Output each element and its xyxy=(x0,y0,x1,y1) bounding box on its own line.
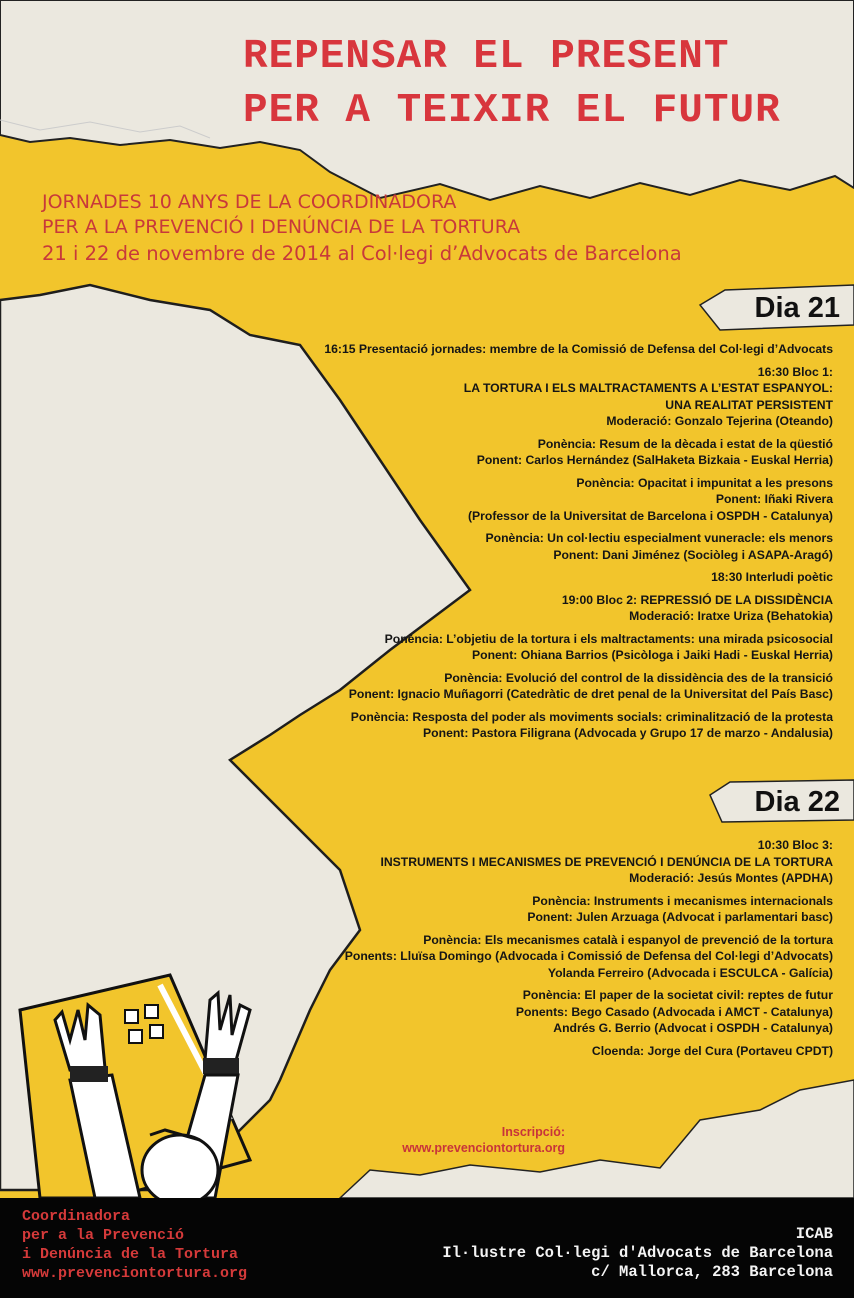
programme-line: Ponent: Iñaki Rivera xyxy=(715,492,833,506)
programme-line: UNA REALITAT PERSISTENT xyxy=(665,397,833,412)
programme-line: Moderació: Jesús Montes (APDHA) xyxy=(629,871,833,885)
programme-line: Moderació: Iratxe Uriza (Behatokia) xyxy=(629,609,833,623)
programme-line: Ponència: Evolució del control de la dissidència des de la transició xyxy=(444,670,833,685)
programme-line: 16:30 Bloc 1: xyxy=(757,364,833,379)
programme-line: Ponència: Els mecanismes català i espanyol de prevenció de la tortura xyxy=(423,932,833,947)
programme-line: 18:30 Interludi poètic xyxy=(711,570,833,584)
programme-line: LA TORTURA I ELS MALTRACTAMENTS A L’ESTAT ESPANYOL: xyxy=(463,381,833,395)
footer-right-line: c/ Mallorca, 283 Barcelona xyxy=(591,1263,833,1281)
title-line-1: REPENSAR EL PRESENT xyxy=(243,34,730,80)
footer-left-line: Coordinadora xyxy=(22,1208,131,1225)
programme-line: Ponent: Carlos Hernández (SalHaketa Bizkaia - Euskal Herria) xyxy=(476,453,833,467)
programme-line: Ponència: Un col·lectiu especialment vuneracle: els menors xyxy=(485,531,833,545)
registration xyxy=(402,1124,565,1156)
programme-line: Ponència: Resposta del poder als moviments socials: criminalització de la protesta xyxy=(350,709,833,724)
footer-right-line: Il·lustre Col·legi d'Advocats de Barcelona xyxy=(442,1244,833,1262)
footer-left-line: i Denúncia de la Tortura xyxy=(22,1246,239,1263)
programme-line: Ponent: Julen Arzuaga (Advocat i parlamentari basc) xyxy=(527,910,833,924)
programme-line: Ponents: Lluïsa Domingo (Advocada i Comissió de Defensa del Col·legi d’Advocats) xyxy=(344,949,833,963)
footer-left xyxy=(22,1207,247,1283)
programme-line: Ponent: Dani Jiménez (Sociòleg i ASAPA-Aragó) xyxy=(553,547,833,562)
day21-heading: Dia 21 xyxy=(754,292,840,324)
programme-line: Ponència: L’objetiu de la tortura i els maltractaments: una mirada psicosocial xyxy=(384,631,833,646)
title-line-2: PER A TEIXIR EL FUTUR xyxy=(243,88,781,134)
programme-line: Ponent: Ohiana Barrios (Psicòloga i Jaiki Hadi - Euskal Herria) xyxy=(472,648,833,662)
programme-line: Ponència: Resum de la dècada i estat de la qüestió xyxy=(537,436,833,451)
day22-programme xyxy=(345,837,833,1059)
programme-line: Ponència: El paper de la societat civil: reptes de futur xyxy=(522,988,833,1002)
programme-line: Cloenda: Jorge del Cura (Portaveu CPDT) xyxy=(591,1043,833,1058)
subtitle-line-3: 21 i 22 de novembre de 2014 al Col·legi d’Advocats de Barcelona xyxy=(42,242,682,265)
footer-right-line: ICAB xyxy=(795,1225,833,1243)
programme-line: Ponència: Instruments i mecanismes internacionals xyxy=(532,893,833,908)
programme-line: Ponent: Pastora Filigrana (Advocada y Grupo 17 de marzo - Andalusia) xyxy=(423,726,833,740)
programme-line: 10:30 Bloc 3: xyxy=(757,838,833,852)
programme-line: 19:00 Bloc 2: REPRESSIÓ DE LA DISSIDÈNCIA xyxy=(561,592,833,607)
subtitle-line-2: PER A LA PREVENCIÓ I DENÚNCIA DE LA TORTURA xyxy=(42,216,521,238)
footer-left-line: per a la Prevenció xyxy=(22,1227,185,1244)
footer-left-url[interactable]: www.prevenciontortura.org xyxy=(22,1265,248,1282)
programme-line: Moderació: Gonzalo Tejerina (Oteando) xyxy=(606,414,833,428)
subtitle-line-1: JORNADES 10 ANYS DE LA COORDINADORA xyxy=(42,191,457,213)
footer-right xyxy=(442,1225,833,1282)
registration-url[interactable]: www.prevenciontortura.org xyxy=(402,1141,565,1155)
programme-line: Andrés G. Berrio (Advocat i OSPDH - Catalunya) xyxy=(553,1021,833,1035)
programme-line: Ponència: Opacitat i impunitat a les presons xyxy=(576,475,833,490)
programme-line: (Professor de la Universitat de Barcelona i OSPDH - Catalunya) xyxy=(467,508,833,523)
registration-label: Inscripció: xyxy=(501,1125,565,1139)
day22-heading: Dia 22 xyxy=(754,786,840,818)
day21-programme xyxy=(324,341,833,742)
footer xyxy=(0,1198,854,1298)
programme-line: Ponent: Ignacio Muñagorri (Catedràtic de dret penal de la Universitat del País Basc) xyxy=(348,687,833,701)
programme-line: INSTRUMENTS I MECANISMES DE PREVENCIÓ I DENÚNCIA DE LA TORTURA xyxy=(380,854,833,869)
programme-line: Ponents: Bego Casado (Advocada i AMCT - Catalunya) xyxy=(515,1004,833,1019)
programme-line: Yolanda Ferreiro (Advocada i ESCULCA - Galícia) xyxy=(547,965,833,980)
programme-line: 16:15 Presentació jornades: membre de la Comissió de Defensa del Col·legi d’Advocats xyxy=(324,342,833,356)
